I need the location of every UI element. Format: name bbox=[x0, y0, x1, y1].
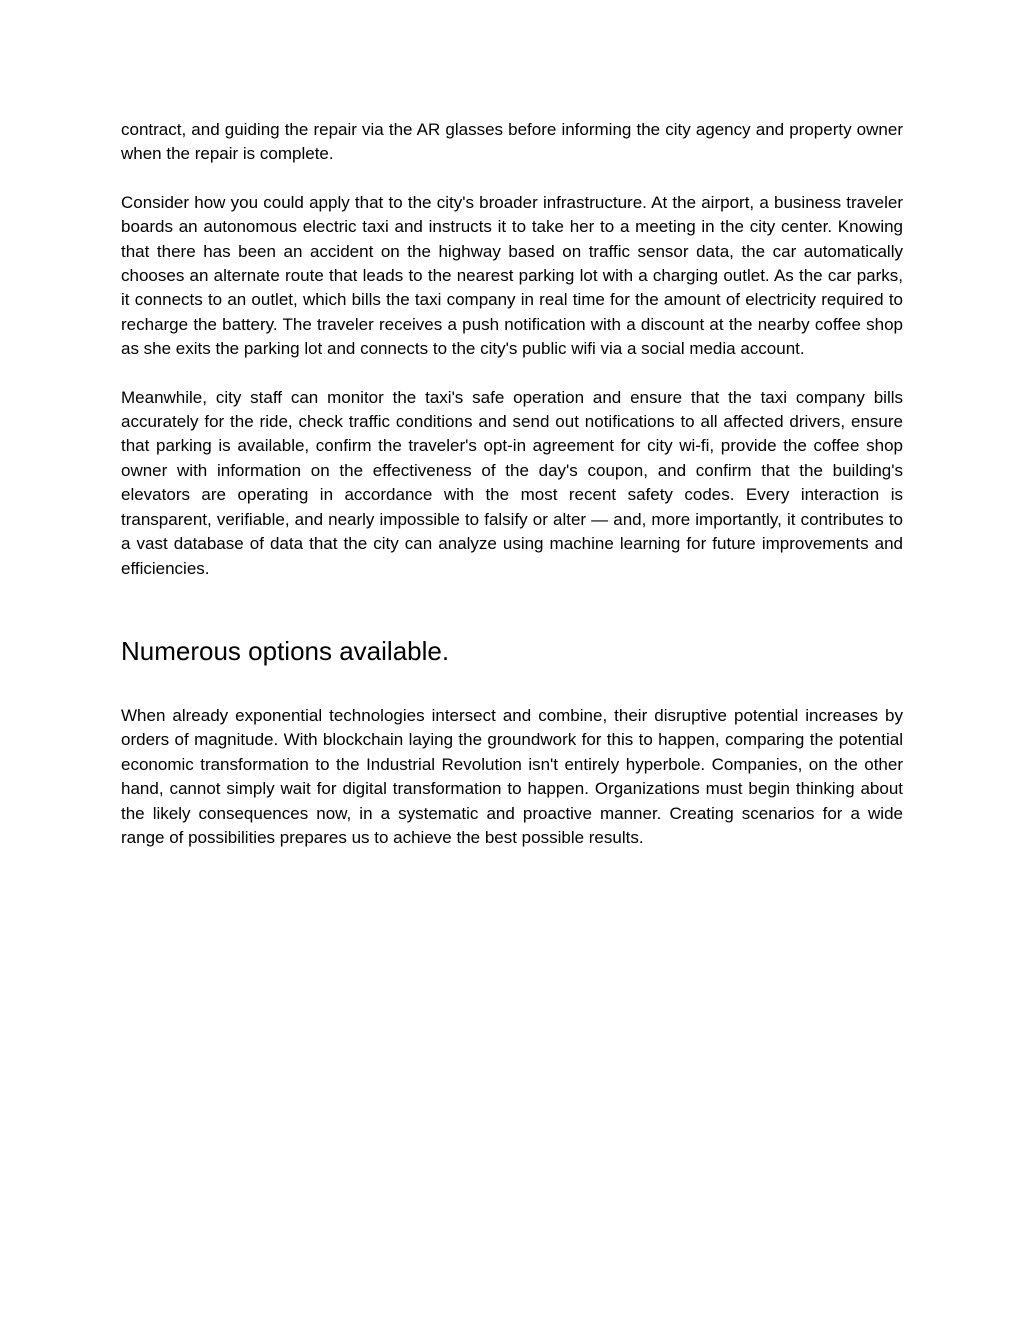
paragraph-city-infrastructure: Consider how you could apply that to the city's broader infrastructure. At the airport, a business traveler boards an autonomous electric taxi and instructs it to take her to a meeting in the city center. Knowing that there has been an accident on the highway based on traffic sensor data, the car automatically chooses an alternate route that leads to the nearest parking lot with a charging outlet. As the car parks, it connects to an outlet, which bills the taxi company in real time for the amount of electricity required to recharge the battery. The traveler receives a push notification with a discount at the nearby coffee shop as she exits the parking lot and connects to the city's public wifi via a social media account. bbox=[121, 192, 903, 359]
paragraph-city-staff: Meanwhile, city staff can monitor the taxi's safe operation and ensure that the taxi company bills accurately for the ride, check traffic conditions and send out notifications to all affected drivers, ensure that parking is available, confirm the traveler's opt-in agreement for city wi-fi, provide the coffee shop owner with information on the effectiveness of the day's coupon, and confirm that the building's elevators are operating in accordance with the most recent safety codes. Every interaction is transparent, verifiable, and nearly impossible to falsify or alter — and, more importantly, it contributes to a vast database of data that the city can analyze using machine learning for future improvements and efficiencies. bbox=[121, 387, 903, 578]
section-heading-wrapper bbox=[121, 635, 903, 667]
paragraph-exponential-technologies: When already exponential technologies intersect and combine, their disruptive potential increases by orders of magnitude. With blockchain laying the groundwork for this to happen, comparing the potential economic transformation to the Industrial Revolution isn't entirely hyperbole. Companies, on the other hand, cannot simply wait for digital transformation to happen. Organizations must begin thinking about the likely consequences now, in a systematic and proactive manner. Creating scenarios for a wide range of possibilities prepares us to achieve the best possible results. bbox=[121, 705, 903, 847]
paragraph-repair-continuation: contract, and guiding the repair via the AR glasses before informing the city agency and property owner when the repair is complete. bbox=[121, 120, 903, 164]
section-heading: Numerous options available. bbox=[121, 635, 450, 666]
document-body bbox=[121, 118, 903, 850]
